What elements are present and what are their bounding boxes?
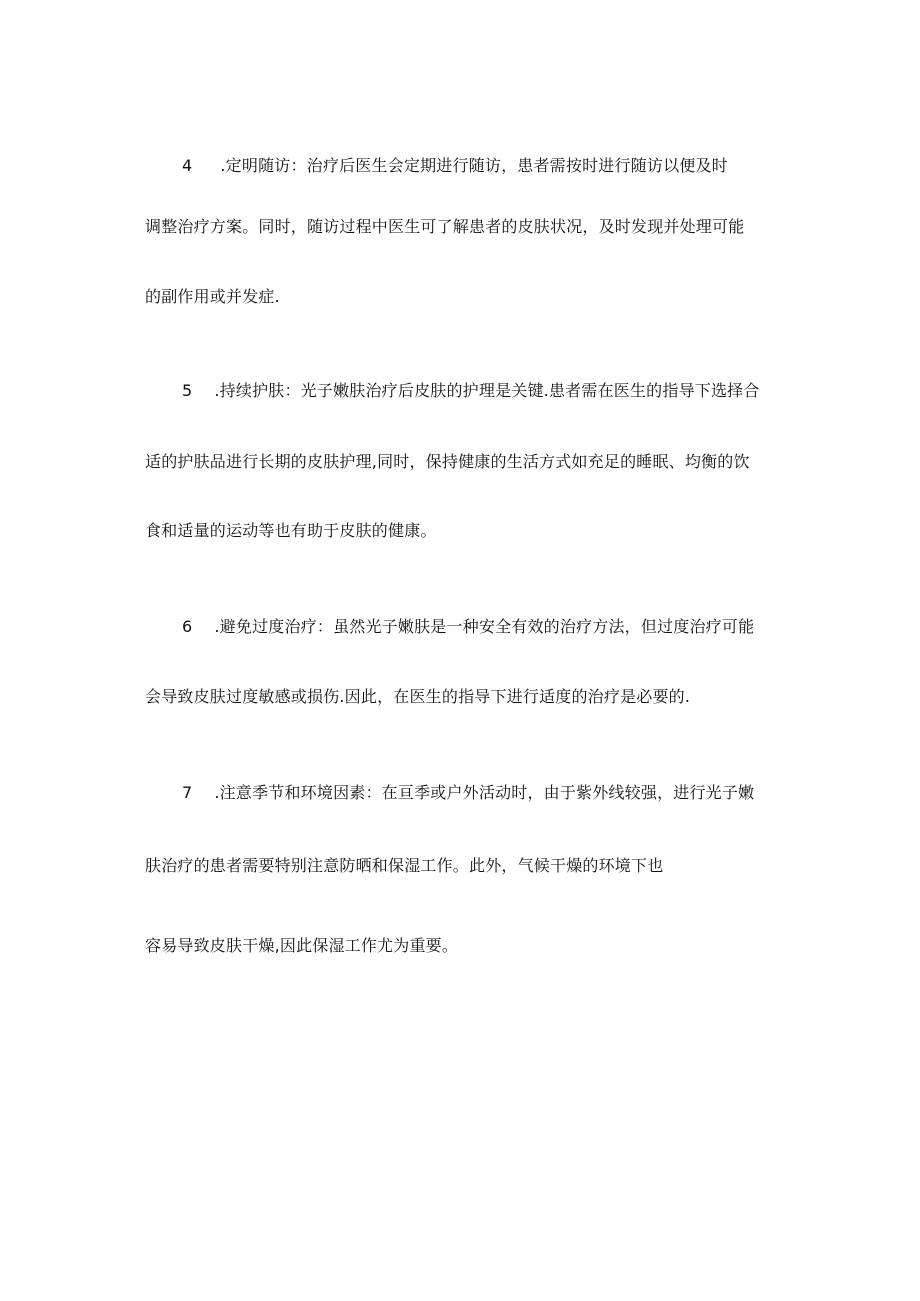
paragraph-4-text-1: .定明随访：治疗后医生会定期进行随访，患者需按时进行随访以便及时: [220, 156, 728, 175]
paragraph-7-text-1: .注意季节和环境因素：在亘季或户外活动时，由于紫外线较强，进行光子嫩: [214, 783, 755, 802]
item-number-4: 4: [182, 156, 193, 175]
paragraph-4-line-2: 调整治疗方案。同时，随访过程中医生可了解患者的皮肤状况，及时发现并处理可能: [145, 217, 745, 236]
paragraph-5-line-2: 适的护肤品进行长期的皮肤护理,同时，保持健康的生活方式如充足的睡眠、均衡的饮: [145, 452, 750, 471]
paragraph-6-line-2: 会导致皮肤过度敏感或损伤.因此，在医生的指导下进行适度的治疗是必要的.: [145, 687, 691, 706]
paragraph-7-line-1: [182, 782, 754, 804]
item-number-5: 5: [182, 381, 193, 400]
paragraph-5-text-1: .持续护肤：光子嫩肤治疗后皮肤的护理是关键.患者需在医生的指导下选择合: [214, 381, 760, 400]
item-number-7: 7: [182, 783, 193, 802]
paragraph-5-line-3: 食和适量的运动等也有助于皮肤的健康。: [145, 521, 437, 540]
paragraph-6-text-1: .避免过度治疗：虽然光子嫩肤是一种安全有效的治疗方法，但过度治疗可能: [214, 617, 755, 636]
paragraph-7-line-2: 肤治疗的患者需要特别注意防晒和保湿工作。此外，气候干燥的环境下也: [145, 856, 664, 875]
paragraph-4-line-1: [182, 155, 728, 177]
paragraph-5-line-1: [182, 380, 760, 402]
paragraph-7-line-3: 容易导致皮肤干燥,因此保湿工作尤为重要。: [145, 936, 459, 955]
item-number-6: 6: [182, 617, 193, 636]
paragraph-6-line-1: [182, 616, 754, 638]
paragraph-4-line-3: 的副作用或并发症.: [145, 287, 280, 306]
